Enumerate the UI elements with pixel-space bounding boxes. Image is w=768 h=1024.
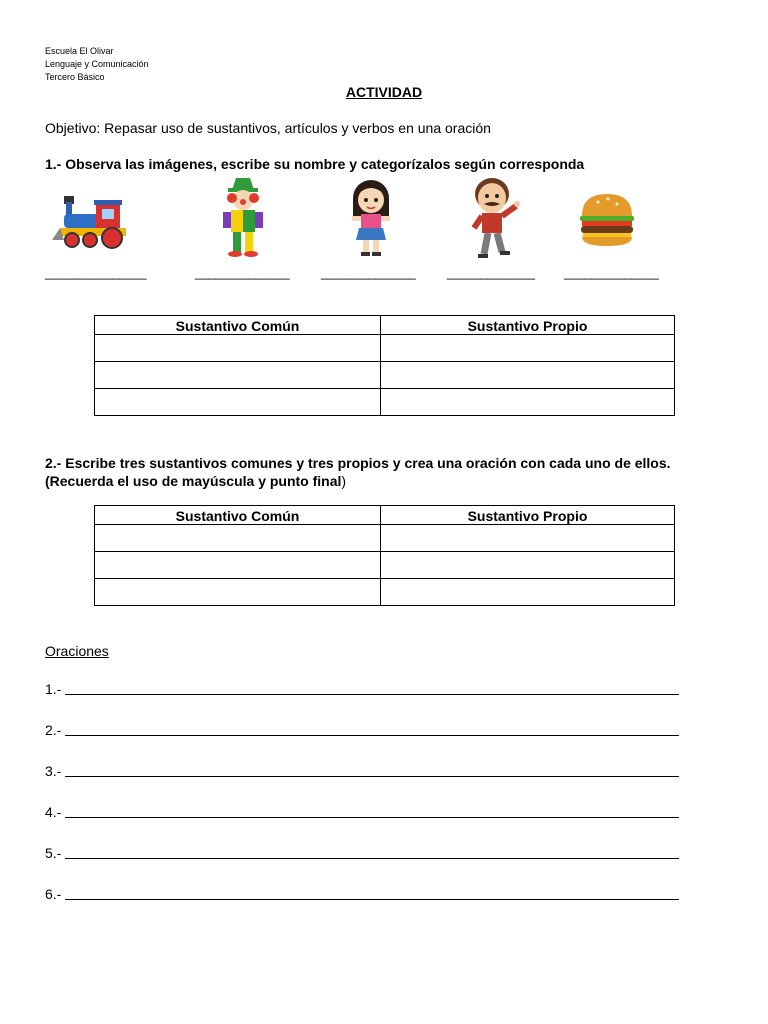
question-2-line-1: 2.- Escribe tres sustantivos comunes y tres propios y crea una oración con cada uno de ellos. [45, 455, 671, 471]
table-header-row [95, 506, 675, 525]
cheese [583, 233, 631, 237]
clown-leg-right [245, 232, 253, 252]
man-hand-right [514, 201, 520, 207]
school-name: Escuela El Olivar [45, 46, 114, 56]
clown-nose [240, 199, 246, 205]
sentence-line-4[interactable] [45, 803, 685, 820]
proper-noun-cell[interactable] [381, 362, 675, 389]
common-noun-cell[interactable] [95, 389, 381, 416]
proper-noun-cell[interactable] [381, 335, 675, 362]
noun-table-2 [94, 505, 675, 606]
patty [581, 226, 633, 233]
question-1: 1.- Observa las imágenes, escribe su nombre y categorízalos según corresponda [45, 156, 585, 172]
noun-table-1 [94, 315, 675, 416]
sentence-rule[interactable] [65, 721, 679, 736]
train-image [50, 176, 140, 262]
man-leg-right [497, 233, 502, 252]
blank-hamburger[interactable]: ______________ [564, 265, 659, 280]
sentence-number: 4.- [45, 804, 66, 820]
clown-shoe-right [244, 251, 258, 257]
common-noun-cell[interactable] [95, 579, 381, 606]
sentence-line-3[interactable] [45, 762, 685, 779]
question-2-reminder: (Recuerda el uso de mayúscula y punto final [45, 473, 342, 489]
sentence-line-6[interactable] [45, 885, 685, 902]
train-boiler [64, 214, 100, 228]
man-eye-left [485, 194, 489, 198]
clown-leg-left [233, 232, 241, 252]
train-wheel-2 [83, 233, 97, 247]
sesame-1 [597, 201, 600, 204]
man-eye-right [495, 194, 499, 198]
clown-arm-left [223, 212, 231, 228]
clown-suit-left [231, 210, 243, 232]
tomato [582, 221, 632, 226]
girl-arm-left [352, 216, 361, 221]
train-chimney [66, 202, 72, 216]
man-shoe-right [500, 251, 510, 255]
girl-leg-left [363, 240, 369, 254]
proper-noun-cell[interactable] [381, 579, 675, 606]
sentence-number: 5.- [45, 845, 66, 861]
man-arm-right [502, 206, 516, 216]
table-row [95, 362, 675, 389]
girl-eye-right [374, 198, 378, 202]
sentence-rule[interactable] [65, 762, 679, 777]
clown-image [198, 176, 288, 262]
girl-shoe-right [372, 252, 381, 256]
table-row [95, 552, 675, 579]
header-common-noun: Sustantivo Común [95, 506, 381, 525]
common-noun-cell[interactable] [95, 525, 381, 552]
bun-bottom [582, 237, 632, 246]
sentence-line-1[interactable] [45, 680, 685, 697]
man-arm-left [474, 216, 482, 228]
common-noun-cell[interactable] [95, 552, 381, 579]
clown-arm-right [255, 212, 263, 228]
girl-eye-left [364, 198, 368, 202]
clown-shoe-left [228, 251, 242, 257]
man-leg-left [484, 233, 488, 254]
sentence-line-2[interactable] [45, 721, 685, 738]
sentence-line-5[interactable] [45, 844, 685, 861]
table-row [95, 335, 675, 362]
train-window [102, 209, 114, 219]
clown-suit-right [243, 210, 255, 232]
man-face [478, 183, 506, 213]
sentence-number: 2.- [45, 722, 66, 738]
grade-name: Tercero Básico [45, 72, 105, 82]
train-wheel-1 [65, 233, 79, 247]
header-common-noun: Sustantivo Común [95, 316, 381, 335]
proper-noun-cell[interactable] [381, 525, 675, 552]
table-row [95, 525, 675, 552]
header-proper-noun: Sustantivo Propio [381, 316, 675, 335]
common-noun-cell[interactable] [95, 335, 381, 362]
man-image [450, 176, 540, 262]
blank-train[interactable]: _______________ [45, 265, 146, 280]
sentence-rule[interactable] [65, 885, 679, 900]
sentence-rule[interactable] [65, 680, 679, 695]
subject-name: Lenguaje y Comunicación [45, 59, 149, 69]
girl-leg-right [373, 240, 379, 254]
blank-clown[interactable]: ______________ [195, 265, 290, 280]
table-row [95, 579, 675, 606]
clown-hair-right [249, 193, 259, 203]
proper-noun-cell[interactable] [381, 552, 675, 579]
blank-girl[interactable]: ______________ [321, 265, 416, 280]
sentence-number: 6.- [45, 886, 66, 902]
man-shirt [482, 213, 502, 233]
question-2-paren: ) [341, 473, 347, 489]
header-proper-noun: Sustantivo Propio [381, 506, 675, 525]
proper-noun-cell[interactable] [381, 389, 675, 416]
girl-shirt [361, 214, 381, 228]
sentences-heading: Oraciones [45, 643, 109, 659]
train-roof [94, 200, 122, 205]
lettuce [580, 216, 634, 221]
question-2-line-2 [45, 472, 346, 490]
girl-skirt [356, 228, 386, 240]
girl-arm-right [381, 216, 390, 221]
table-row [95, 389, 675, 416]
table-header-row [95, 316, 675, 335]
hamburger-image [562, 176, 652, 262]
man-shoe-left [478, 254, 488, 258]
common-noun-cell[interactable] [95, 362, 381, 389]
sentence-number: 1.- [45, 681, 66, 697]
blank-man[interactable]: _____________ [447, 265, 535, 280]
sesame-2 [607, 198, 610, 201]
page-title: ACTIVIDAD [345, 84, 423, 100]
bun-top [582, 194, 632, 216]
train-wheel-3 [102, 228, 122, 248]
sentence-rule[interactable] [65, 844, 679, 859]
clown-hair-left [227, 193, 237, 203]
sesame-3 [616, 203, 619, 206]
girl-shoe-left [361, 252, 370, 256]
objective-text: Objetivo: Repasar uso de sustantivos, artículos y verbos en una oración [45, 120, 491, 136]
sentence-rule[interactable] [65, 803, 679, 818]
sentence-number: 3.- [45, 763, 66, 779]
girl-image [326, 176, 416, 262]
